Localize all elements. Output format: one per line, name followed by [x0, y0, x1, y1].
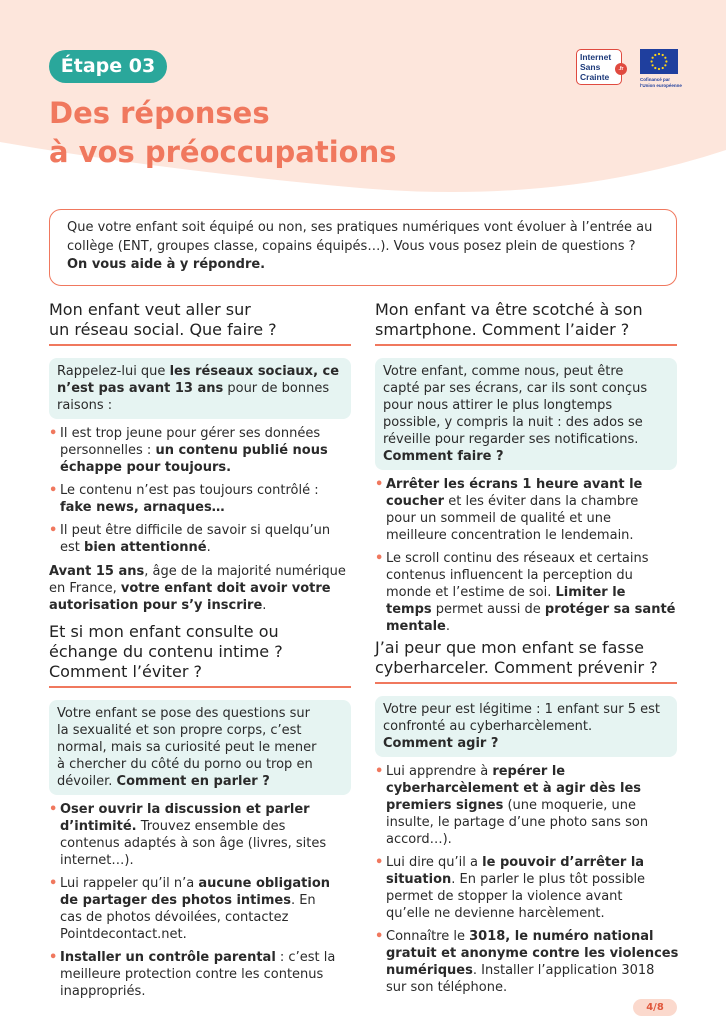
eu-cofunding-caption: Cofinancé par l'Union européenne — [640, 77, 682, 88]
list-item: • Le contenu n’est pas toujours contrôlé : fake news, arnaques… — [49, 482, 351, 516]
callout-box: Rappelez-lui que les réseaux sociaux, ce n’est pas avant 13 ans pour de bonnes raisons : — [49, 358, 351, 419]
bullet-list — [49, 425, 351, 556]
list-item: • Lui dire qu’il a le pouvoir d’arrêter la situation. En parler le plus tôt possible permet de stopper la violence avant qu’elle ne devienne harcèlement. — [375, 854, 677, 922]
section-intimate-content — [49, 622, 351, 1000]
summary-paragraph: Avant 15 ans, âge de la majorité numérique en France, votre enfant doit avoir votre autorisation pour s’y inscrire. — [49, 564, 346, 613]
internet-sans-crainte-logo: Internet Sans Crainte .fr — [576, 49, 622, 85]
section-heading: Et si mon enfant consulte ou échange du contenu intime ? Comment l’éviter ? — [49, 622, 351, 688]
list-item: • Il peut être difficile de savoir si quelqu’un est bien attentionné. — [49, 522, 351, 556]
list-item: • Lui apprendre à repérer le cyberharcèlement et à agir dès les premiers signes (une moquerie, une insulte, le partage d’une photo sans son accord…). — [375, 763, 677, 848]
section-heading: Mon enfant veut aller sur un réseau social. Que faire ? — [49, 300, 351, 346]
list-item: • Arrêter les écrans 1 heure avant le coucher et les éviter dans la chambre pour un sommeil de qualité et une meilleure concentration le lendemain. — [375, 476, 677, 544]
callout-box: Votre peur est légitime : 1 enfant sur 5 est confronté au cyberharcèlement. Comment agir ? — [375, 696, 677, 757]
list-item: • Oser ouvrir la discussion et parler d’intimité. Trouvez ensemble des contenus adaptés à son âge (livres, sites internet…). — [49, 801, 351, 869]
list-item: • Le scroll continu des réseaux et certains contenus influencent la perception du monde et l’estime de soi. Limiter le temps permet aussi de protéger sa santé mentale. — [375, 550, 677, 635]
intro-box: Que votre enfant soit équipé ou non, ses pratiques numériques vont évoluer à l’entrée au collège (ENT, groupes classe, copains équipés…). Vous vous posez plein de questions ? On vous aide à y répondre. — [49, 209, 677, 286]
eu-flag-icon — [640, 49, 678, 74]
section-cyberbullying — [375, 638, 677, 996]
bullet-list — [49, 801, 351, 1000]
section-heading: Mon enfant va être scotché à son smartphone. Comment l’aider ? — [375, 300, 677, 346]
callout-box: Votre enfant, comme nous, peut être capté par ses écrans, car ils sont conçus pour nous attirer le plus longtemps possible, y compris la nuit : des ados se réveille pour regarder ses notifications. Comment faire ? — [375, 358, 677, 470]
section-screen-time — [375, 300, 677, 635]
list-item: • Installer un contrôle parental : c’est la meilleure protection contre les contenus inappropriés. — [49, 949, 351, 1000]
section-heading: J’ai peur que mon enfant se fasse cyberharceler. Comment prévenir ? — [375, 638, 677, 684]
section-social-network — [49, 300, 351, 614]
list-item: • Lui rappeler qu’il n’a aucune obligation de partager des photos intimes. En cas de photos dévoilées, contactez Pointdecontact.net. — [49, 875, 351, 943]
page-number: 4/8 — [633, 999, 677, 1016]
list-item: • Connaître le 3018, le numéro national gratuit et anonyme contre les violences numériques. Installer l’application 3018 sur son téléphone. — [375, 928, 677, 996]
step-badge: Étape 03 — [49, 50, 167, 83]
list-item: • Il est trop jeune pour gérer ses données personnelles : un contenu publié nous échappe pour toujours. — [49, 425, 351, 476]
page-title: Des réponses à vos préoccupations — [49, 96, 397, 169]
callout-box: Votre enfant se pose des questions sur la sexualité et son propre corps, c’est normal, mais sa curiosité peut le mener à chercher du côté du porno ou trop en dévoiler. Comment en parler ? — [49, 700, 351, 795]
bullet-list — [375, 763, 677, 996]
bullet-list — [375, 476, 677, 635]
